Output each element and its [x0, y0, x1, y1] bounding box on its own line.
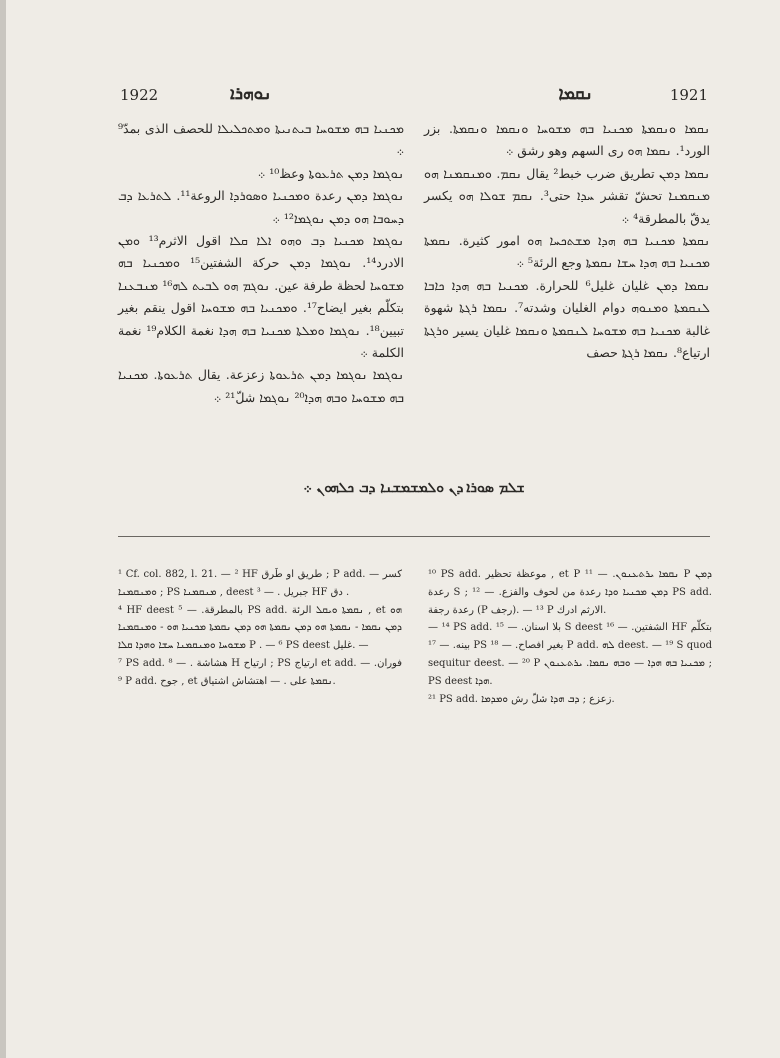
- left-text-column: [118, 118, 404, 409]
- footnotes-right: [428, 566, 712, 708]
- right-page-number: 1921: [669, 86, 708, 104]
- entry: ܢܩܡܬܐ ܡܟܢܝܐ ܒܗ ܗܕܐ ܡܫܬܟܚܐ ܗܘ امور كثيرة. ܢܩܡܬܐ ܡܟܢܝܐ ܒܗ ܗܕܐ ܚܫܐ ܢܩܡܬܐ وجع الرئة⁵ ܀: [424, 233, 710, 271]
- entry: ܢܘܓܡܐ ܡܟܢܝܐ ܕܒ ܘܗܘ ܐܠܐ ܩܠܐ اقول الاثرم¹³ ܘܡܢ الادرد¹⁴. ܢܘܓܡܐ ܕܡܢ حركة الشفتين¹⁵ ܘܡܟܢܝܐ ܒܗ ܡܫܘܚܐ لحظة طرفة عين. ܢܘܓܡ ܗܘ ܠܒܝܬ ܠܗ¹⁶ ܡܢܒܥܢܐ بتكلّم بغير ايضاح¹⁷. ܘܡܟܢܝܐ ܒܗ ܡܫܘܚܐ اقول ينقم بغير تبيين¹⁸. ܢܘܓܡܐ ܘܡܠܬܐ ܡܟܢܝܐ ܒܗ ܗܕܐ نغمة الكلام¹⁹ نغمة الكلمة ܀: [118, 233, 405, 361]
- footnote: ⁷ PS add. هشاشة . — ⁸ H ارتياح ; PS ارتياج et add. فوران. — ⁹ P add. جوح , et ܢܩܡܬܐ على . — اهتشاش اشتياق.: [118, 657, 402, 687]
- entry: ܡܟܢܝܐ ܒܗ ܡܫܘܚܐ ܒܝܬܢܝܬܐ ܘܡܬܟܠܝܠܐ للحصف الذى بمدّ⁹ ܀: [118, 121, 404, 159]
- footnote: ⁴ HF deest بالمطرقة. — ⁵ PS add. ܢܩܡܬܐ ܘܝܩܠ الرئة , et ܗܘ ܕܡܢ ܢܩܡܐ - ܢܩܡܬܐ ܗܘ ܕܡܢ ܢܩܡܬܐ ܗܘ ܕܡܢ ܢܩܡܬܐ ܡܟܢܝܐ ܗܘ - ܘܡܢܩܡܢܐ ܡܫܘܚܐ ܘܡܢܩܡܢܐ ܚܫܐ ܘܗܕܐ ܩܠܐ P . — ⁶ PS deest غليل. —: [118, 604, 402, 652]
- footnote: — ¹⁴ PS add. بلا اسنان. — ¹⁵ S deest الشفتين. — ¹⁶ HF بتكلّم بينه. — ¹⁷ PS بغير افصاح. — ¹⁸ P add. ܠܗ deest. — ¹⁹ S quod sequitur deest. — ²⁰ P ܡܟܢܝܐ ܒܗ ܗܕܐ — ܘܒܗ ܢܩܡܐ. ܝܪܬܥܢܘܢ ; PS deest ܗܕܐ.: [428, 622, 713, 687]
- left-page-number: 1922: [120, 86, 159, 104]
- entry: ܢܘܓܡܐ ܕܡܢ ܬܪܥܘܬܐ وعظ¹⁰ ܀: [257, 165, 404, 181]
- left-head-word: ܢܘܗܪܐ: [230, 84, 272, 104]
- footnotes-left: [118, 566, 402, 691]
- scan-edge: [0, 0, 6, 1058]
- footnote-rule: [118, 536, 710, 537]
- section-colophon: ܫܠܡ ܣܘܪܐ ܕܢ ܘܠܡܫܡܫܢܐ ܕܒ ܟܠܗܘܢ ܀: [303, 480, 525, 496]
- entry: ܢܩܡܐ ܕܡܢ غليان غليل⁶ للحرارة. ܡܟܢܝܐ ܒܗ ܗܕܐ ܟܐܒܐ ܠܢܩܡܬܐ ܘܡܢܘܗ دوام الغليان وشدته⁷. ܢܩܡܐ ܪܓܬܐ شهوة غالبة ܡܟܢܝܐ ܒܗ ܡܫܘܚܐ ܠܢܩܡܬܐ ܘܢܩܡܐ غليان يسير ܘܪܓܬܐ ارتياع⁸. ܢܩܡܐ ܪܓܬܐ حصف: [424, 277, 710, 361]
- footnote: ¹ Cf. col. 882, l. 21. — ² HF طريق او طَرق ; P add. كسر — ܘܡܢܩܡܢܐ ; PS ܡܢܩܡܢܐ , deest جبريل . — ³ HF دق .: [118, 569, 402, 598]
- entry: ܢܩܡܐ ܘܢܩܡܬܐ ܡܟܢܝܐ ܒܗ ܡܫܘܚܐ ܘܢܩܡܐ ܘܢܩܡܬܐ. بزر الورد¹. ܢܩܡܐ ܗܘ رى السهم وهو رشق ܀: [424, 121, 710, 159]
- right-head-word: ܢܩܡܐ: [558, 84, 593, 104]
- right-text-column: [424, 118, 710, 364]
- entry: ܢܘܓܡܐ ܕܡܢ رعدة ܘܡܟܢܝܐ ܘܣܘܪܕܐ الروعة¹¹. ܠܬܪܥܐ ܕܒ ܕܚܘܒܐ ܗܘ ܕܡܢ ܢܘܓܡܐ¹² ܀: [118, 188, 404, 226]
- running-head: [120, 86, 708, 110]
- footnote: ¹⁰ PS add. موعظة تحظير , et P ܢܩܡܐ ܝܪܬܥܢܘܢ. — ¹¹ P ܕܡܢ رعدة S ; ܕܡܢ ܡܟܢܝܐ ܘܕܐ رعدة من لحوف والفزع. — ¹² PS add. رعدة رجفة (P رجف). — ¹³ P الارثم ادرك.: [428, 569, 712, 616]
- entry: ܢܩܡܐ ܕܡܢ تطريق ضرب خبط² يقال ܢܩܡ. ܘܡܢܩܡܢܐ ܗܘ ܡܢܩܡܢܐ تحشّ تقشر ܚܕܐ حتى³. ܢܩܡ ܫܘܠܐ ܗܘ يكسر يدقّ بالمطرقة⁴ ܀: [424, 165, 710, 226]
- footnote: ²¹ PS add. زعزع ; ܕܒ ܗܕܐ شلّ رش ܘܡܕܡܐ.: [428, 693, 615, 705]
- entry: ܢܘܓܡܐ ܢܘܓܡܐ ܕܡܢ ܬܪܥܘܬܐ زعزعة. يقال ܬܪܥܘܬܐ. ܡܟܢܝܐ ܒܗ ܡܫܘܚܐ ܘܒܗ ܗܕܐ²⁰ ܢܘܓܡܐ شلّ²¹ ܀: [118, 367, 404, 405]
